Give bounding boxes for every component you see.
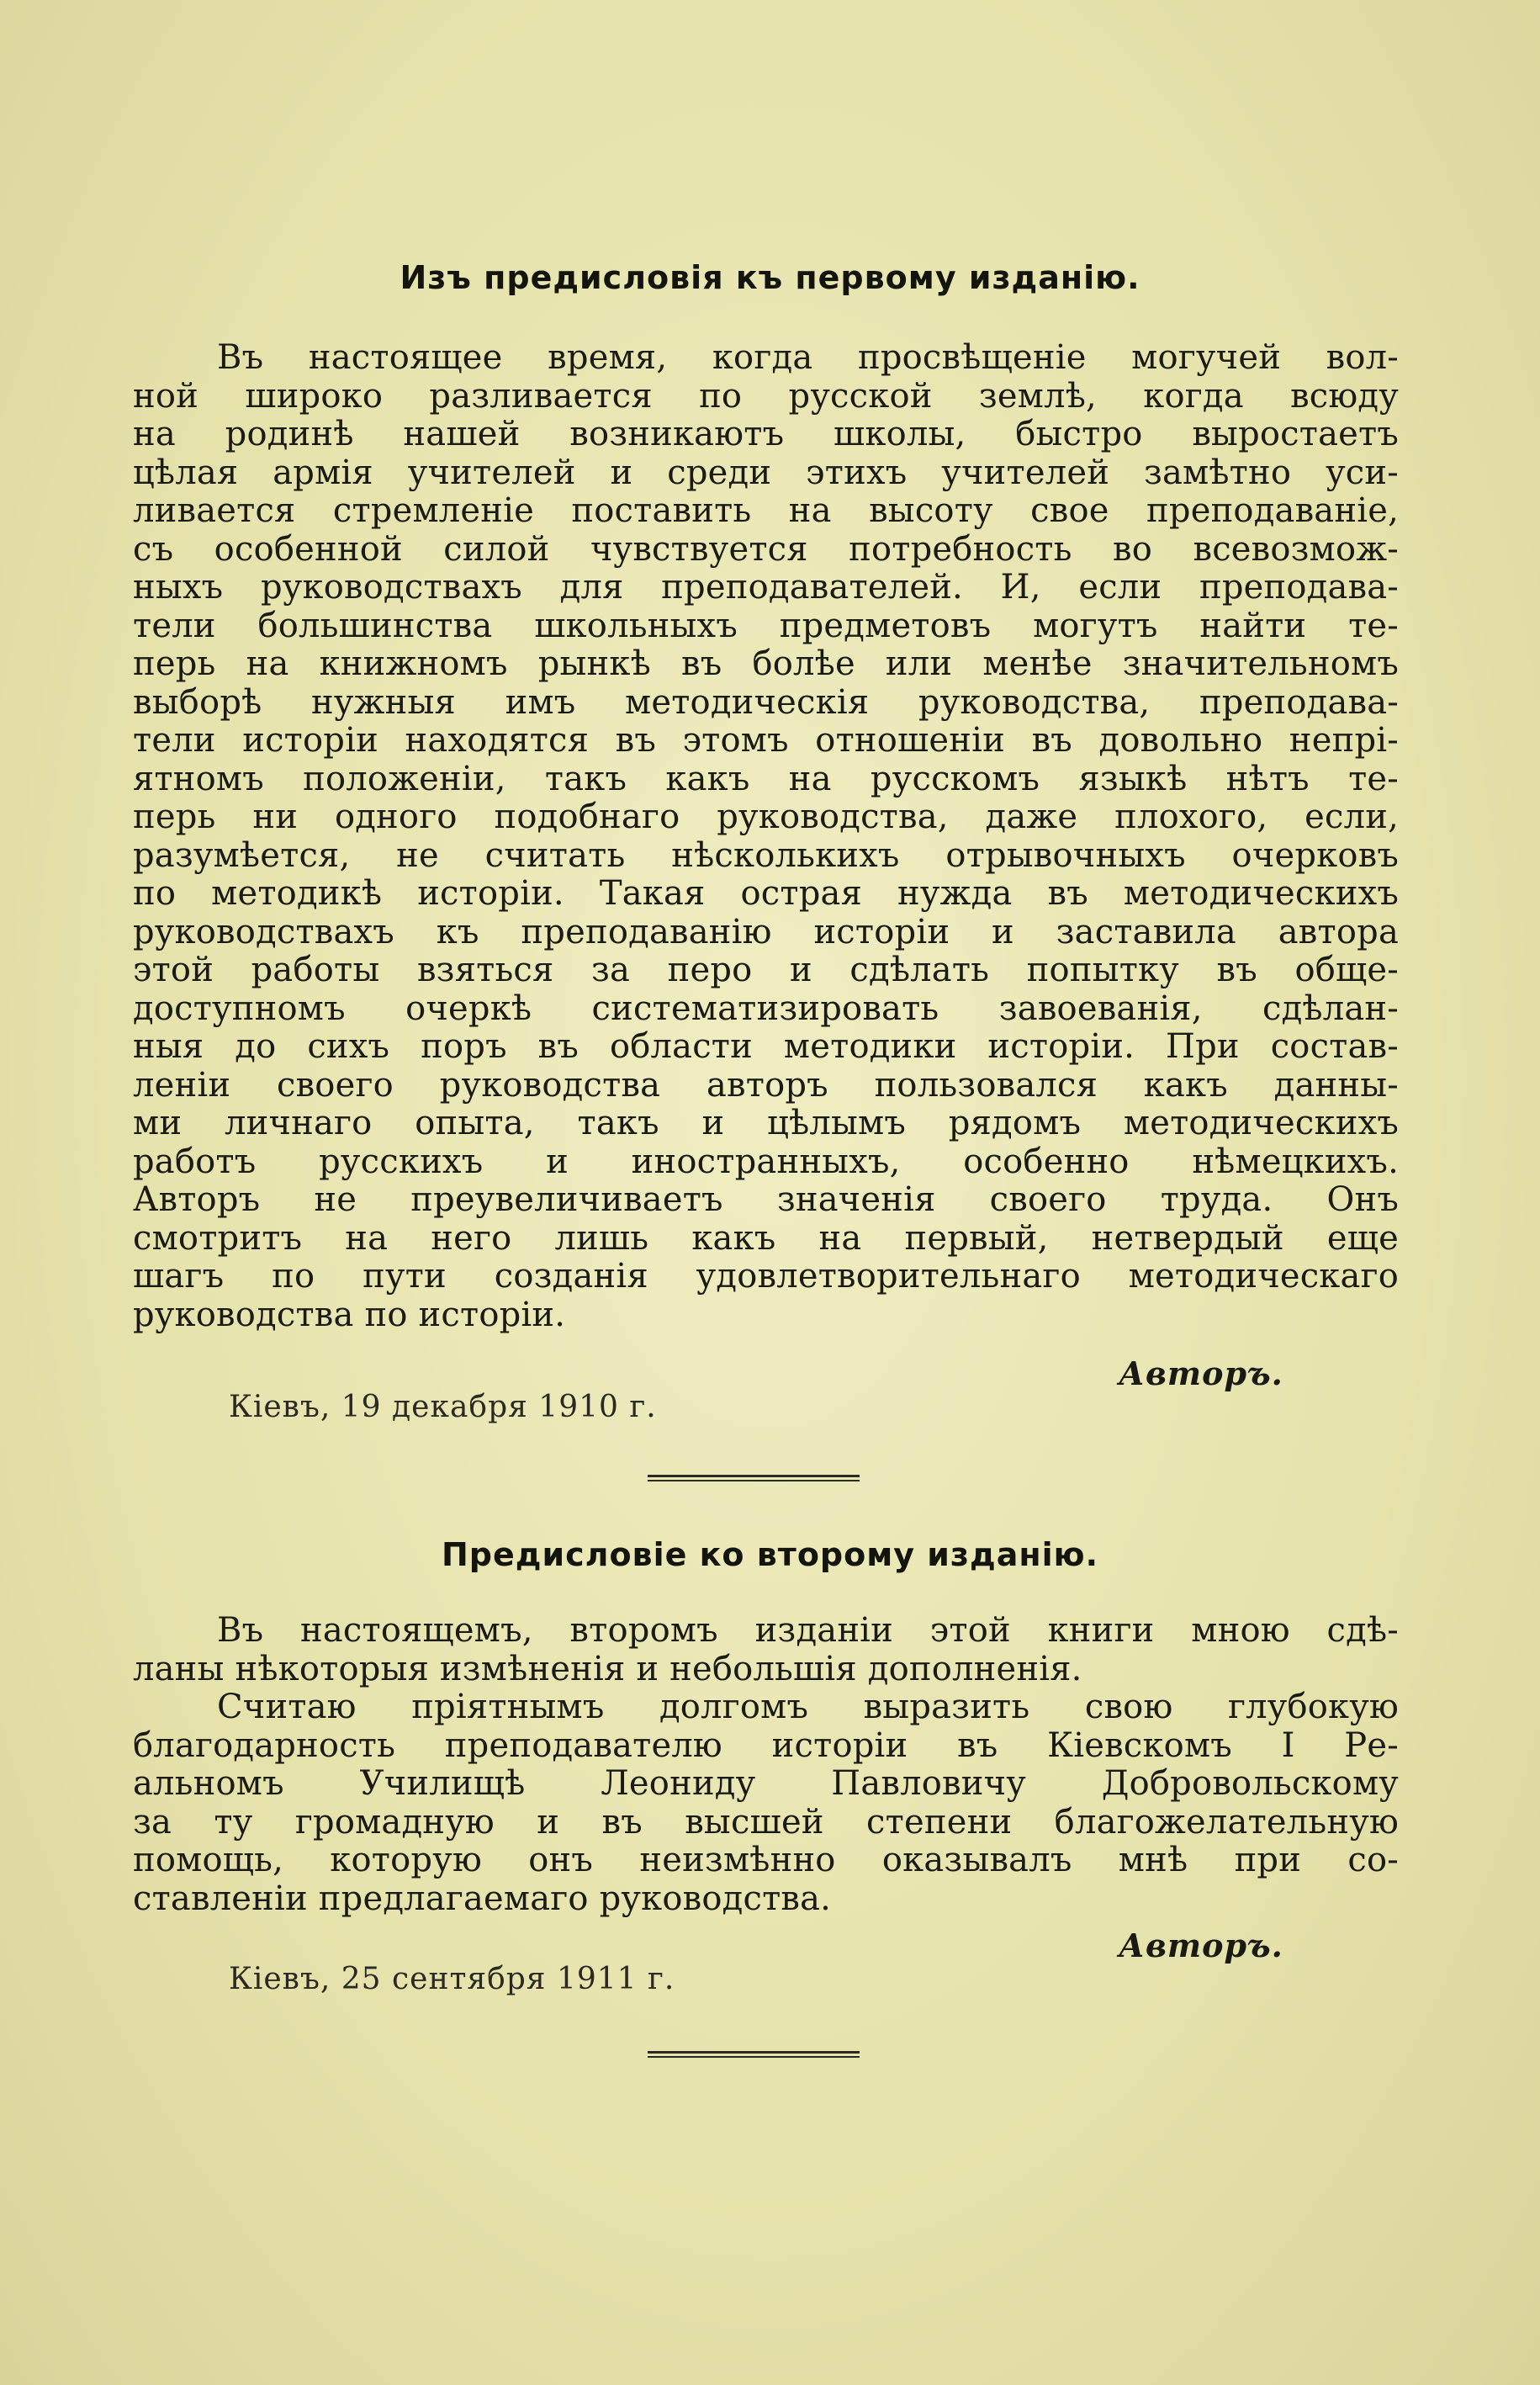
text-line: разумѣется, не считать нѣсколькихъ отрывочныхъ очерковъ xyxy=(133,835,1399,875)
text-line: работъ русскихъ и иностранныхъ, особенно нѣмецкихъ. xyxy=(133,1142,1399,1181)
text-line: руководствахъ къ преподаванію исторіи и заставила автора xyxy=(133,912,1399,951)
text-line: альномъ Училищѣ Леониду Павловичу Добровольскому xyxy=(133,1764,1399,1803)
text-line: ми личнаго опыта, такъ и цѣлымъ рядомъ методическихъ xyxy=(133,1104,1399,1142)
text-line: ставленіи предлагаемаго руководства. xyxy=(133,1879,832,1918)
text-line: благодарность преподавателю исторіи въ Кіевскомъ I Ре- xyxy=(133,1725,1399,1765)
text-line: на родинѣ нашей возникаютъ школы, быстро выростаетъ xyxy=(133,415,1399,453)
text-line: за ту громадную и въ высшей степени благожелательную xyxy=(133,1802,1399,1842)
section-title-first-edition: Изъ предисловія къ первому изданію. xyxy=(400,259,1140,296)
text-line: доступномъ очеркѣ систематизировать завоеванія, сдѣлан- xyxy=(133,988,1399,1028)
section-divider xyxy=(648,2051,860,2059)
text-line: ныхъ руководствахъ для преподавателей. И, если преподава- xyxy=(133,568,1399,607)
text-line: выборѣ нужныя имъ методическія руководства, преподава- xyxy=(133,682,1399,722)
text-line: шагъ по пути созданія удовлетворительнаго методическаго xyxy=(133,1257,1399,1296)
text-line: Авторъ не преувеличиваетъ значенія своего труда. Онъ xyxy=(133,1180,1399,1219)
text-line: ной широко разливается по русской землѣ, когда всюду xyxy=(133,376,1399,416)
text-line: леніи своего руководства авторъ пользовался какъ данны- xyxy=(133,1065,1399,1105)
text-line: ятномъ положеніи, такъ какъ на русскомъ языкѣ нѣтъ те- xyxy=(133,759,1399,798)
text-line: цѣлая армія учителей и среди этихъ учителей замѣтно уси- xyxy=(133,453,1399,492)
text-line: ливается стремленіе поставить на высоту свое преподаваніе, xyxy=(133,491,1399,530)
section-divider xyxy=(648,1475,860,1483)
text-line: смотритъ на него лишь какъ на первый, нетвердый еще xyxy=(133,1218,1399,1258)
second-edition-preface-text xyxy=(133,1612,1399,1918)
text-line: этой работы взяться за перо и сдѣлать попытку въ обще- xyxy=(133,951,1399,989)
place-date: Кіевъ, 25 сентября 1911 г. xyxy=(229,1962,675,1996)
text-line: Въ настоящемъ, второмъ изданіи этой книги мною сдѣ- xyxy=(217,1611,1399,1650)
first-edition-preface-text xyxy=(133,339,1399,1334)
text-line: съ особенной силой чувствуется потребность во всевозмож- xyxy=(133,529,1399,569)
text-line: ланы нѣкоторыя измѣненія и небольшія дополненія. xyxy=(133,1649,1082,1688)
text-line: помощь, которую онъ неизмѣнно оказывалъ мнѣ при со- xyxy=(133,1841,1399,1879)
text-line: Въ настоящее время, когда просвѣщеніе могучей вол- xyxy=(217,338,1399,377)
author-signature: Авторъ. xyxy=(1119,1927,1283,1964)
text-line: тели большинства школьныхъ предметовъ могутъ найти те- xyxy=(133,606,1399,645)
place-date: Кіевъ, 19 декабря 1910 г. xyxy=(229,1390,657,1424)
text-line: перь на книжномъ рынкѣ въ болѣе или менѣе значительномъ xyxy=(133,644,1399,683)
text-line: перь ни одного подобнаго руководства, даже плохого, если, xyxy=(133,798,1399,836)
text-line: ныя до сихъ поръ въ области методики исторіи. При состав- xyxy=(133,1027,1399,1066)
text-line: руководства по исторіи. xyxy=(133,1295,566,1334)
text-line: по методикѣ исторіи. Такая острая нужда въ методическихъ xyxy=(133,874,1399,913)
section-title-second-edition: Предисловіе ко второму изданію. xyxy=(442,1536,1098,1573)
author-signature: Авторъ. xyxy=(1119,1354,1283,1392)
text-line: Считаю пріятнымъ долгомъ выразить свою глубокую xyxy=(217,1688,1399,1726)
text-line: тели исторіи находятся въ этомъ отношеніи въ довольно непрі- xyxy=(133,721,1399,760)
